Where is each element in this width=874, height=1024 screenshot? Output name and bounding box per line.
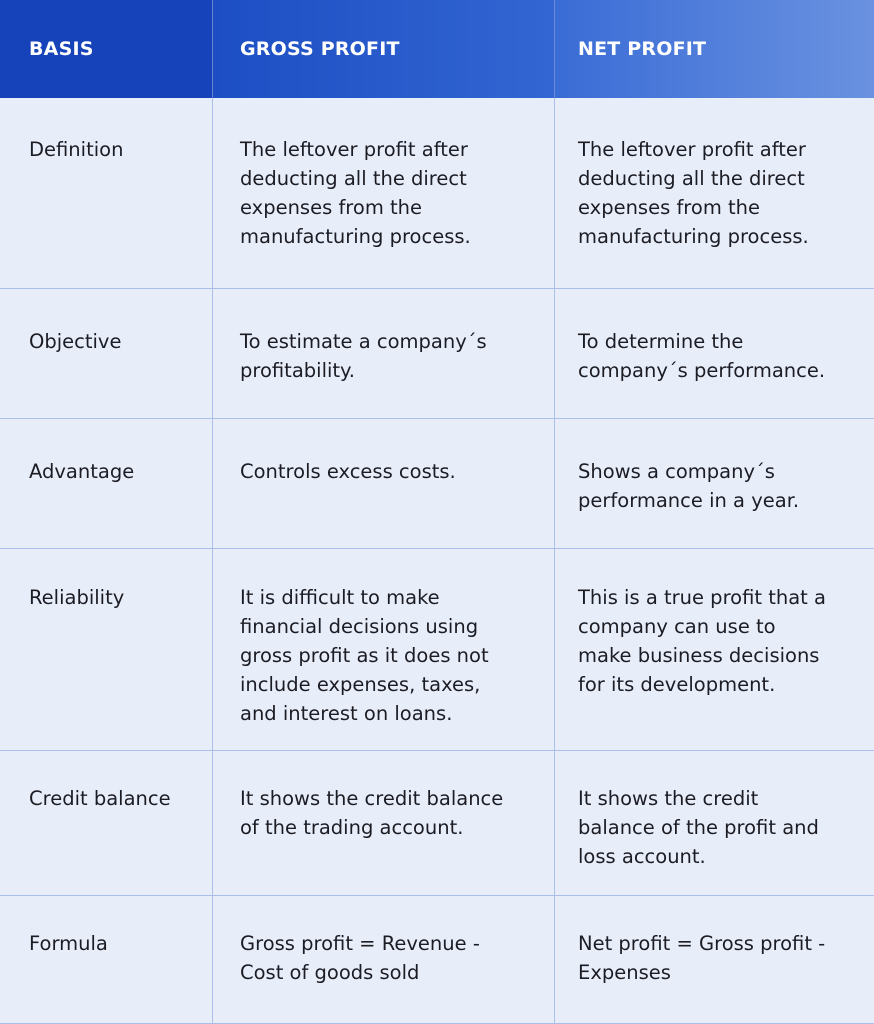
- gross-profit-cell: It shows the credit balance of the trading account.: [213, 751, 555, 896]
- gross-profit-cell: The leftover profit after deducting all the direct expenses from the manufacturing process.: [213, 98, 555, 289]
- basis-cell: Credit balance: [0, 751, 213, 896]
- net-profit-cell: Shows a company´s performance in a year.: [555, 419, 874, 549]
- net-profit-cell: The leftover profit after deducting all the direct expenses from the manufacturing process.: [555, 98, 874, 289]
- basis-cell: Objective: [0, 289, 213, 419]
- basis-cell: Formula: [0, 896, 213, 1024]
- net-profit-cell: To determine the company´s performance.: [555, 289, 874, 419]
- gross-profit-cell: It is difficult to make financial decisions using gross profit as it does not include expenses, taxes, and interest on loans.: [213, 549, 555, 751]
- header-gross-profit: GROSS PROFIT: [213, 0, 555, 98]
- gross-profit-cell: To estimate a company´s profitability.: [213, 289, 555, 419]
- basis-cell: Reliability: [0, 549, 213, 751]
- header-net-profit: NET PROFIT: [555, 0, 874, 98]
- gross-profit-cell: Gross profit = Revenue - Cost of goods sold: [213, 896, 555, 1024]
- header-basis: BASIS: [0, 0, 213, 98]
- net-profit-cell: Net profit = Gross profit - Expenses: [555, 896, 874, 1024]
- net-profit-cell: It shows the credit balance of the profit and loss account.: [555, 751, 874, 896]
- basis-cell: Advantage: [0, 419, 213, 549]
- net-profit-cell: This is a true profit that a company can use to make business decisions for its development.: [555, 549, 874, 751]
- gross-profit-cell: Controls excess costs.: [213, 419, 555, 549]
- basis-cell: Definition: [0, 98, 213, 289]
